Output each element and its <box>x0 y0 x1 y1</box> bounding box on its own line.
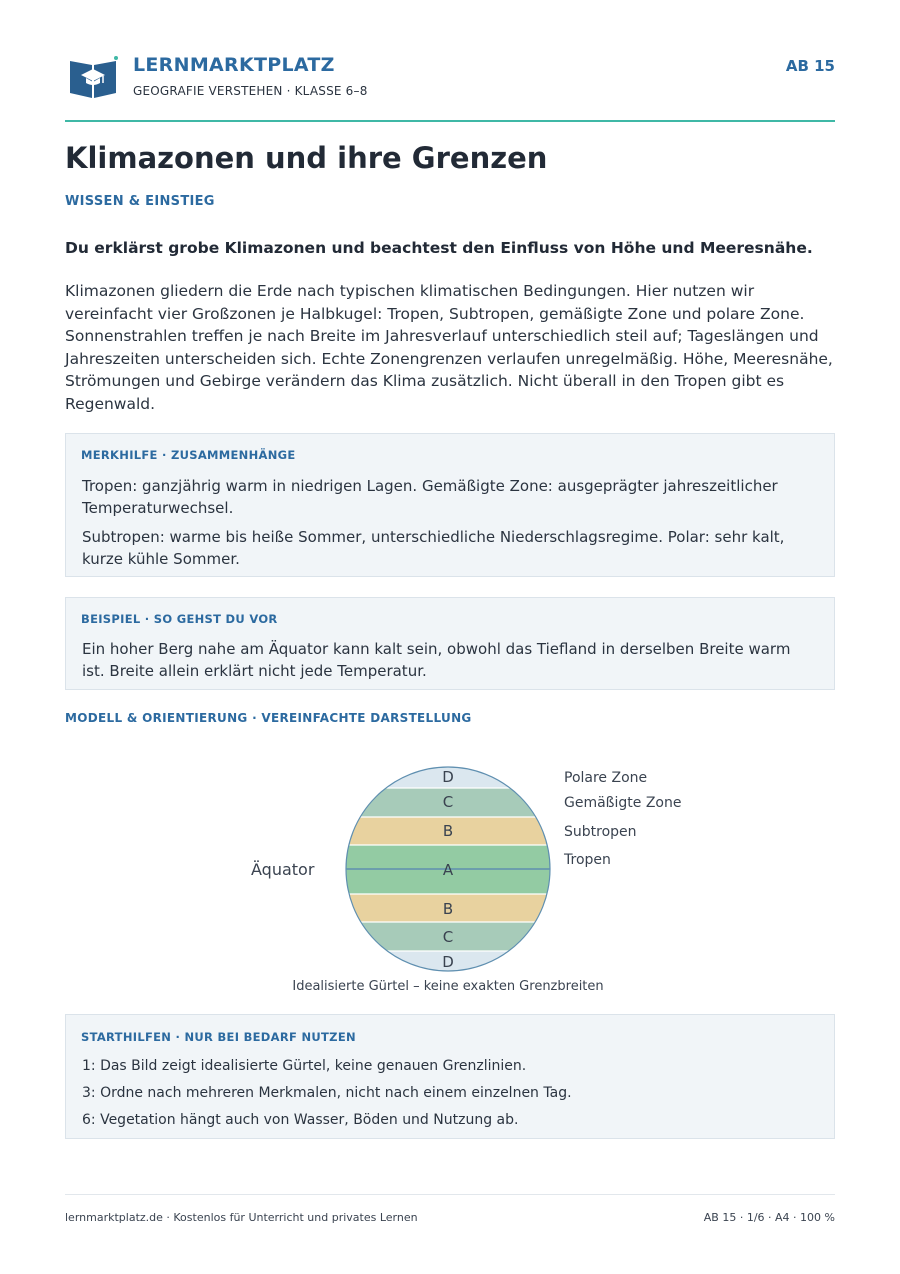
list-item: 1: Das Bild zeigt idealisierte Gürtel, keine genauen Grenzlinien. <box>82 1058 527 1074</box>
zone-letter-c-north: C <box>442 793 454 811</box>
zone-letter-d-south: D <box>442 953 454 971</box>
climate-zone-globe <box>65 750 835 1000</box>
equator-label: Äquator <box>251 860 315 879</box>
merkhilfe-title: MERKHILFE · ZUSAMMENHÄNGE <box>81 448 296 462</box>
section-label-modell: MODELL & ORIENTIERUNG · VEREINFACHTE DARSTELLUNG <box>65 711 472 725</box>
zone-letter-b-north: B <box>442 822 454 840</box>
zone-name-temperate: Gemäßigte Zone <box>564 795 682 811</box>
brand-name: LERNMARKTPLATZ <box>133 54 335 76</box>
page-title: Klimazonen und ihre Grenzen <box>65 141 548 175</box>
learning-goal: Du erklärst grobe Klimazonen und beachtest den Einfluss von Höhe und Meeresnähe. <box>65 239 813 257</box>
footer-source: lernmarktplatz.de · Kostenlos für Unterricht und privates Lernen <box>65 1211 418 1224</box>
merkhilfe-line: Tropen: ganzjährig warm in niedrigen Lagen. Gemäßigte Zone: ausgeprägter jahreszeitlicher Temperaturwechsel. <box>82 477 778 517</box>
zone-letter-b-south: B <box>442 900 454 918</box>
zone-name-subtropics: Subtropen <box>564 824 637 840</box>
starthilfen-title: STARTHILFEN · NUR BEI BEDARF NUTZEN <box>81 1030 356 1044</box>
intro-text: Klimazonen gliedern die Erde nach typischen klimatischen Bedingungen. Hier nutzen wir vereinfacht vier Großzonen je Halbkugel: Tropen, Subtropen, gemäßigte Zone und polare Zone. Sonnenstrahlen treffen je nach Breite im Jahresverlauf unterschiedlich steil auf; Tageslängen und Jahreszeiten unterscheiden sich. Echte Zonengrenzen verlaufen unregelmäßig. Höhe, Meeresnähe, Strömungen und Gebirge verändern das Klima zusätzlich. Nicht überall in den Tropen gibt es Regenwald. <box>65 282 833 413</box>
zone-letter-c-south: C <box>442 928 454 946</box>
diagram-caption: Idealisierte Gürtel – keine exakten Grenzbreiten <box>292 979 604 994</box>
climate-zone-diagram <box>65 750 835 1000</box>
footer-divider <box>65 1194 835 1195</box>
list-item: 6: Vegetation hängt auch von Wasser, Böden und Nutzung ab. <box>82 1112 519 1128</box>
zone-name-tropics: Tropen <box>564 852 611 868</box>
beispiel-title: BEISPIEL · SO GEHST DU VOR <box>81 612 278 626</box>
beispiel-text: Ein hoher Berg nahe am Äquator kann kalt sein, obwohl das Tiefland in derselben Breite warm ist. Breite allein erklärt nicht jede Temperatur. <box>82 640 791 680</box>
zone-letter-a: A <box>442 861 454 879</box>
page-header <box>65 52 835 102</box>
zone-letter-d-north: D <box>442 768 454 786</box>
graduation-cap-book-icon <box>68 55 118 99</box>
merkhilfe-line: Subtropen: warme bis heiße Sommer, unterschiedliche Niederschlagsregime. Polar: sehr kalt, kurze kühle Sommer. <box>82 528 785 568</box>
list-item: 3: Ordne nach mehreren Merkmalen, nicht nach einem einzelnen Tag. <box>82 1085 572 1101</box>
footer-page-info: AB 15 · 1/6 · A4 · 100 % <box>703 1211 835 1224</box>
sheet-number: AB 15 <box>785 57 835 75</box>
zone-name-polar: Polare Zone <box>564 770 648 786</box>
brand-subtitle: GEOGRAFIE VERSTEHEN · KLASSE 6–8 <box>133 84 368 98</box>
section-label-wissen: WISSEN & EINSTIEG <box>65 194 215 209</box>
beispiel-box <box>65 597 835 690</box>
starthilfen-box <box>65 1014 835 1139</box>
header-divider <box>65 120 835 122</box>
worksheet-page <box>65 0 835 1274</box>
merkhilfe-box <box>65 433 835 577</box>
